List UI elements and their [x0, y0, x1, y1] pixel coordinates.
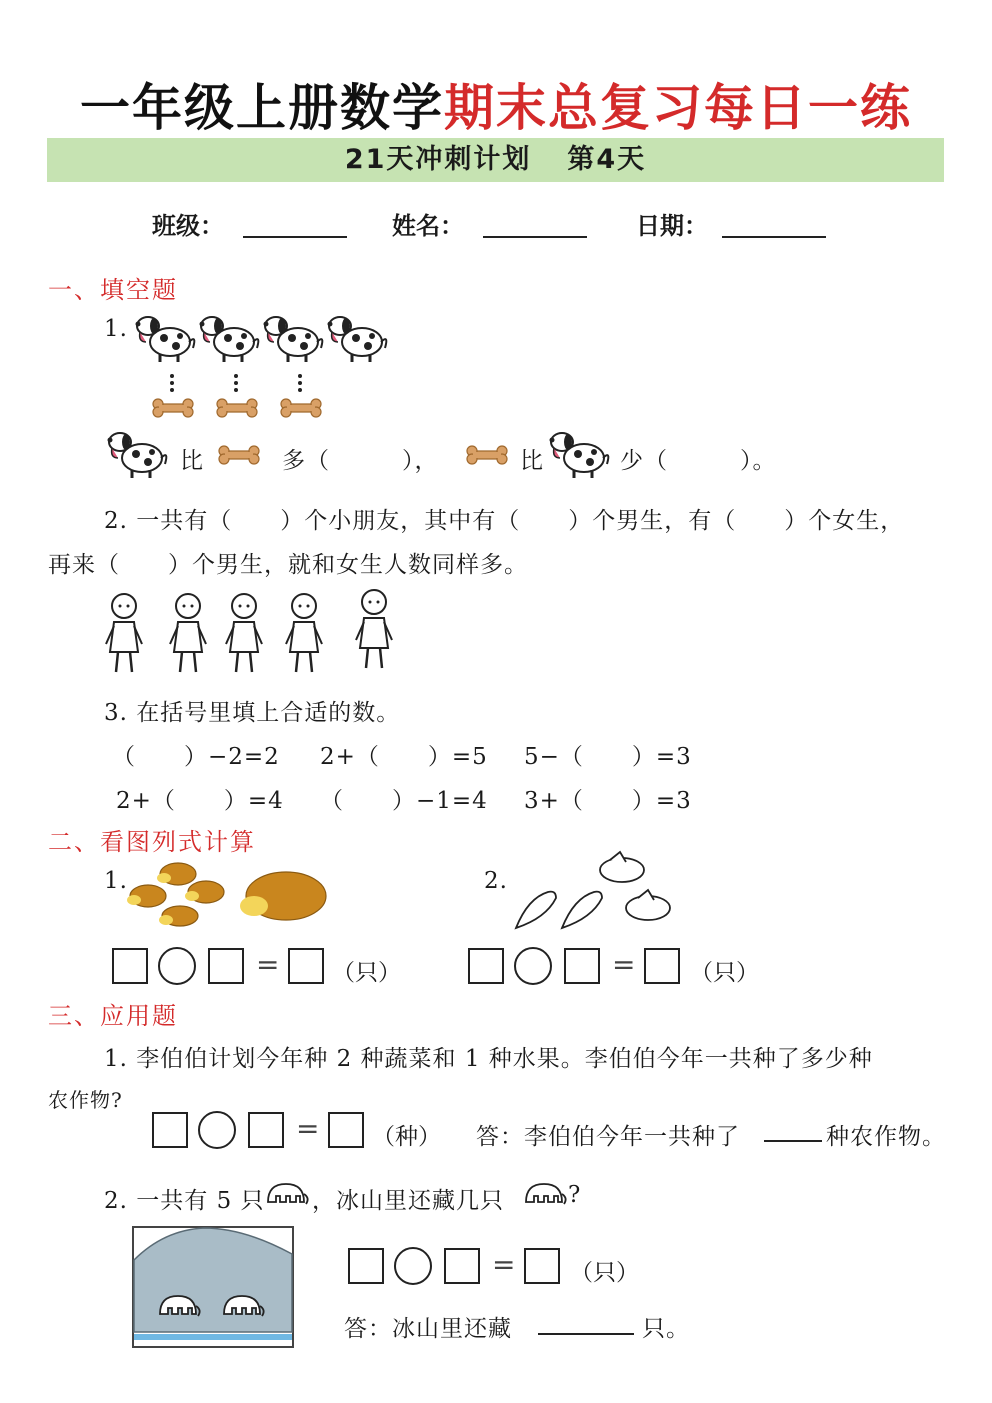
answer-box[interactable] — [328, 1112, 364, 1148]
section3-heading: 三、应用题 — [48, 1002, 178, 1030]
q2-line-1: 2. 一共有（ ）个小朋友，其中有（ ）个男生，有（ ）个女生， — [104, 508, 905, 534]
q3-eq-2: 2+（ ）=5 — [320, 744, 488, 770]
s3-q2-answer-pre: 答：冰山里还藏 — [344, 1316, 512, 1342]
q3-eq-4: 2+（ ）=4 — [116, 788, 284, 814]
q1-less-blank: 少（ ）。 — [620, 448, 777, 474]
q1-bi-2: 比 — [520, 448, 544, 474]
operator-circle[interactable] — [198, 1111, 236, 1149]
operator-circle[interactable] — [158, 947, 196, 985]
answer-box[interactable] — [524, 1248, 560, 1284]
birds-illustration — [510, 850, 680, 934]
class-label: 班级： — [152, 212, 224, 240]
equals-sign: = — [256, 948, 280, 981]
name-blank[interactable] — [483, 236, 587, 238]
dogs-illustration — [134, 312, 404, 368]
q2-line-2: 再来（ ）个男生，就和女生人数同样多。 — [48, 552, 528, 578]
section2-heading: 二、看图列式计算 — [48, 828, 256, 856]
answer-box[interactable] — [644, 948, 680, 984]
answer-box[interactable] — [288, 948, 324, 984]
q3-eq-1: （ ）−2=2 — [112, 744, 280, 770]
bone-icon — [218, 446, 266, 468]
answer-box[interactable] — [248, 1112, 284, 1148]
dog-icon — [548, 428, 618, 484]
unit-label: （种） — [372, 1124, 441, 1150]
date-label: 日期： — [636, 212, 708, 240]
plan-label: 21天冲刺计划 — [344, 144, 532, 175]
title-black-part: 一年级上册数学 — [80, 79, 444, 137]
answer-box[interactable] — [112, 948, 148, 984]
s3-q1-answer-pre: 答：李伯伯今年一共种了 — [476, 1124, 740, 1150]
iceberg-illustration — [132, 1226, 294, 1348]
operator-circle[interactable] — [514, 947, 552, 985]
answer-box[interactable] — [208, 948, 244, 984]
unit-label: （只） — [570, 1260, 639, 1286]
page-title — [0, 68, 992, 140]
answer-box[interactable] — [564, 948, 600, 984]
answer-box[interactable] — [468, 948, 504, 984]
hedgehogs-illustration — [126, 856, 336, 928]
s3-q2-mid: ，冰山里还藏几只 — [312, 1188, 504, 1214]
q3-eq-3: 5−（ ）=3 — [524, 744, 692, 770]
equals-sign: = — [296, 1112, 320, 1145]
q3-title: 3. 在括号里填上合适的数。 — [104, 700, 401, 726]
bone-icon — [466, 446, 514, 468]
children-illustration — [104, 588, 424, 680]
s3-q2-post: ? — [568, 1182, 582, 1208]
s3-q1-answer-blank[interactable] — [764, 1140, 822, 1142]
name-label: 姓名： — [392, 212, 464, 240]
s3-q2-answer-post: 只。 — [642, 1316, 690, 1342]
equals-sign: = — [492, 1248, 516, 1281]
unit-label: （只） — [332, 960, 401, 986]
s3-q1-answer-post: 种农作物。 — [826, 1124, 946, 1150]
answer-box[interactable] — [444, 1248, 480, 1284]
s3-q2-answer-blank[interactable] — [538, 1333, 634, 1335]
q3-eq-6: 3+（ ）=3 — [524, 788, 692, 814]
s2-q1-number: 1. — [104, 868, 128, 894]
title-red-part: 期末总复习每日一练 — [444, 79, 912, 137]
answer-box[interactable] — [348, 1248, 384, 1284]
class-blank[interactable] — [243, 236, 347, 238]
date-blank[interactable] — [722, 236, 826, 238]
q1-bi-1: 比 — [180, 448, 204, 474]
plan-band — [47, 138, 944, 182]
day-label: 第4天 — [567, 144, 647, 175]
equals-sign: = — [612, 948, 636, 981]
mammoth-icon — [522, 1180, 568, 1210]
s3-q1-line-1: 1. 李伯伯计划今年种 2 种蔬菜和 1 种水果。李伯伯今年一共种了多少种 — [104, 1046, 873, 1072]
q1-number: 1. — [104, 316, 128, 342]
dotted-pairing-lines — [150, 372, 330, 420]
answer-box[interactable] — [152, 1112, 188, 1148]
s3-q2-pre: 2. 一共有 5 只 — [104, 1188, 265, 1214]
s2-q2-number: 2. — [484, 868, 508, 894]
section1-heading: 一、填空题 — [48, 276, 178, 304]
unit-label: （只） — [690, 960, 759, 986]
q1-more-blank: 多（ ）， — [282, 448, 439, 474]
s3-q1-line-2: 农作物? — [48, 1088, 123, 1112]
q3-eq-5: （ ）−1=4 — [320, 788, 488, 814]
mammoth-icon — [264, 1180, 310, 1210]
dog-icon — [106, 428, 176, 484]
operator-circle[interactable] — [394, 1247, 432, 1285]
